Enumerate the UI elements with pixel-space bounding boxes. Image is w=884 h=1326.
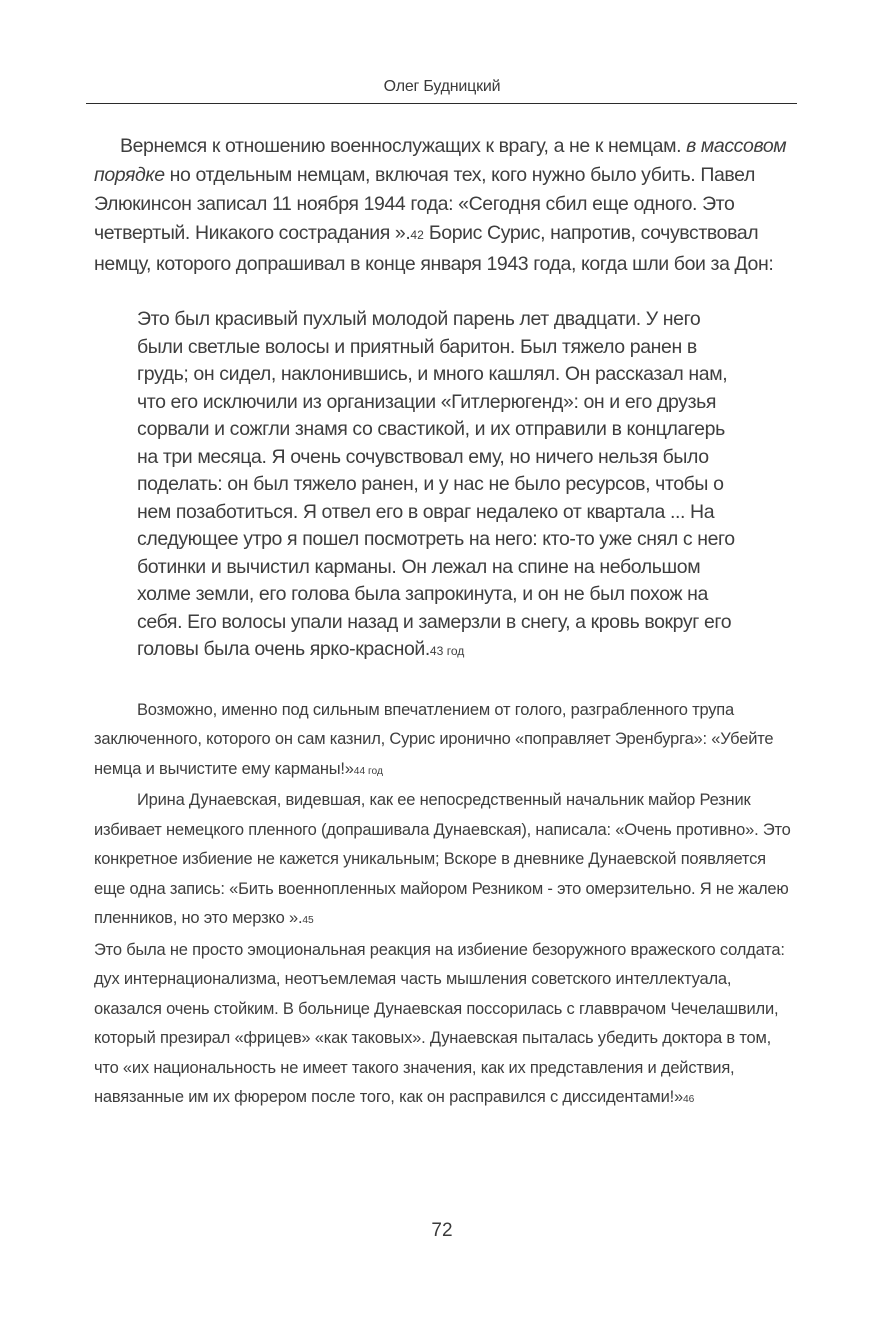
- paragraph: [94, 696, 792, 787]
- running-header-author: Олег Будницкий: [383, 78, 501, 95]
- text-run: Это была не просто эмоциональная реакция на избиение безоружного вражеского солдата: дух интернационализма, неотъемлемая часть мышления советского интеллектуала, оказался очень стойким. В больнице Дунаевская поссорилась с главврачом Чечелашвили, который презирал «фрицев» «как таковых». Дунаевская пыталась убедить доктора в том, что «их национальность не имеет такого значения, как их представления и действия, навязанные им их фюрером после того, как он расправился с диссидентами!»: [94, 940, 785, 1106]
- text-run: но отдельным немцам, включая тех, кого нужно было убить. Павел Элюкинсон записал 11 ноября 1944 года: «Сегодня сбил еще одного. Это четвертый. Никакого сострадания ».: [94, 164, 755, 244]
- paragraph: [94, 132, 792, 279]
- text-run: Вернемся к отношению военнослужащих к врагу, а не к немцам.: [120, 135, 687, 157]
- footnote-marker: 46: [682, 1094, 695, 1105]
- footnote-marker: 43 год: [429, 644, 465, 658]
- blockquote: [137, 306, 744, 666]
- text-run: Это был красивый пухлый молодой парень лет двадцати. У него были светлые волосы и приятный баритон. Был тяжело ранен в грудь; он сидел, наклонившись, и много кашлял. Он рассказал нам, что его исключили из организации «Гитлерюгенд»: он и его друзья сорвали и сожгли знамя со свастикой, и их отправили в концлагерь на три месяца. Я очень сочувствовал ему, но ничего нельзя было поделать: он был тяжело ранен, и у нас не было ресурсов, чтобы о нем позаботиться. Я отвел его в овраг недалеко от квартала ... На следующее утро я пошел посмотреть на него: кто-то уже снял с него ботинки и вычистил карманы. Он лежал на спине на небольшом холме земли, его голова была запрокинута, и он не был похож на себя. Его волосы упали назад и замерзли в снегу, а кровь вокруг его головы была очень ярко-красной.: [137, 308, 735, 660]
- paragraph: [94, 936, 792, 1115]
- footnote-marker: 45: [302, 915, 314, 926]
- page-number: 72: [431, 1220, 453, 1241]
- text-run: Ирина Дунаевская, видевшая, как ее непосредственный начальник майор Резник избивает немецкого пленного (допрашивала Дунаевская), написала: «Очень противно». Это конкретное избиение не кажется уникальным; Вскоре в дневнике Дунаевской появляется еще одна запись: «Бить военнопленных майором Резником - это омерзительно. Я не жалею пленников, но это мерзко ».: [94, 791, 791, 927]
- footnote-marker: 42: [410, 228, 424, 242]
- paragraph: [94, 786, 792, 936]
- content: [94, 132, 792, 1115]
- text-run: Возможно, именно под сильным впечатлением от голого, разграбленного трупа заключенного, которого он сам казнил, Сурис иронично «поправляет Эренбурга»: «Убейте немца и вычистите ему карманы!»: [94, 700, 774, 778]
- footnote-marker: 44 год: [353, 765, 383, 777]
- text-run: Борис Сурис, напротив, сочувствовал немцу, которого допрашивал в конце января 1943 года, когда шли бои за Дон:: [94, 222, 774, 275]
- text-run: в массовом порядке: [94, 135, 787, 186]
- header-rule: [86, 103, 797, 104]
